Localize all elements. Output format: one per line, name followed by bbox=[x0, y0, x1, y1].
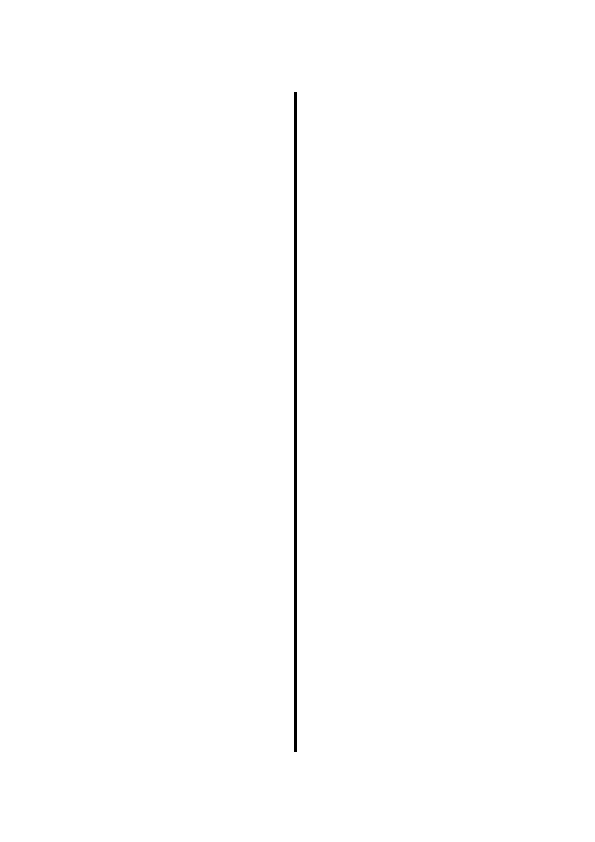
page-title bbox=[82, 92, 288, 110]
column-divider bbox=[294, 92, 297, 752]
left-column bbox=[82, 92, 288, 128]
